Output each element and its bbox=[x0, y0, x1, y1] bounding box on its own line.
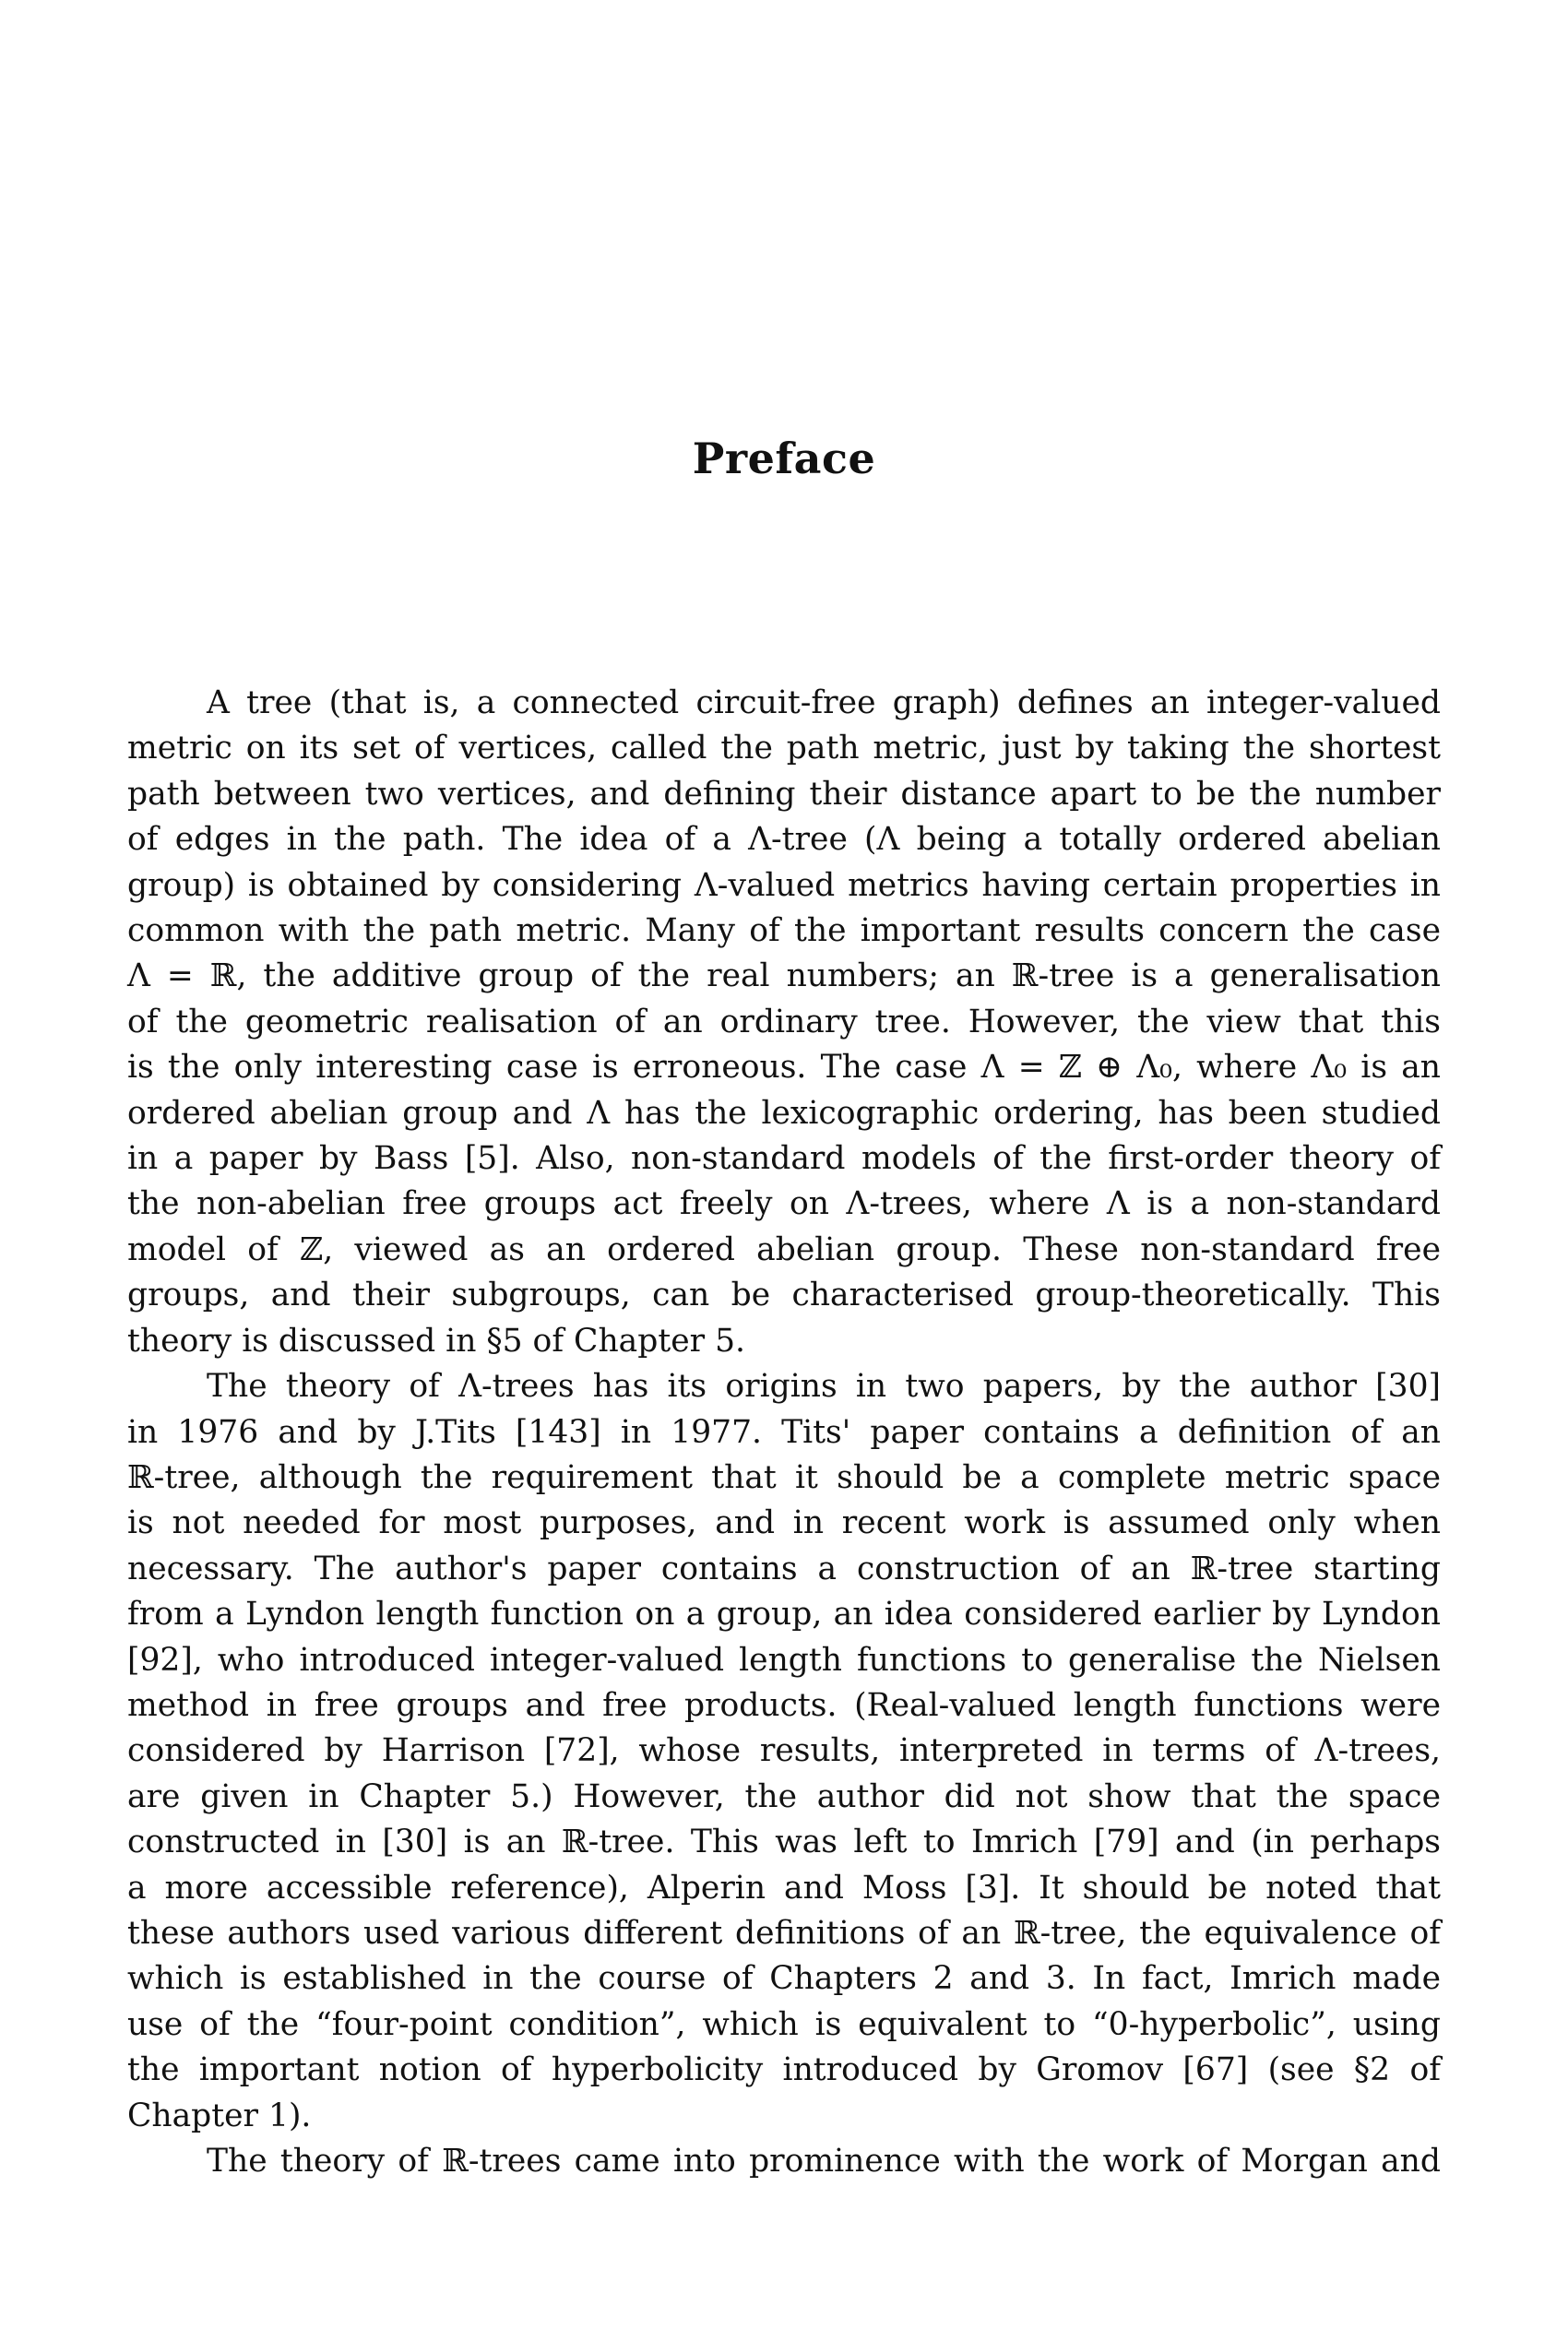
text-line: metric on its set of vertices, called the path metric, just by taking the shortest bbox=[127, 730, 1441, 767]
text-line: constructed in [30] is an ℝ-tree. This was left to Imrich [79] and (in perhaps bbox=[127, 1824, 1441, 1861]
text-line: are given in Chapter 5.) However, the author did not show that the space bbox=[127, 1777, 1441, 1815]
text-line: use of the “four-point condition”, which is equivalent to “0-hyperbolic”, using bbox=[127, 2005, 1441, 2043]
text-line: of the geometric realisation of an ordinary tree. However, the view that this bbox=[127, 1003, 1441, 1040]
text-line: groups, and their subgroups, can be characterised group-theoretically. This bbox=[127, 1277, 1441, 1314]
text-line: common with the path metric. Many of the important results concern the case bbox=[127, 912, 1441, 950]
text-line: these authors used various different definitions of an ℝ-tree, the equivalence of bbox=[127, 1914, 1441, 1952]
text-line: path between two vertices, and defining their distance apart to be the number bbox=[127, 775, 1441, 813]
text-line: a more accessible reference), Alperin and Moss [3]. It should be noted that bbox=[127, 1869, 1441, 1907]
text-line: the non-abelian free groups act freely on Λ-trees, where Λ is a non-standard bbox=[127, 1185, 1441, 1223]
text-line: necessary. The author's paper contains a construction of an ℝ-tree starting bbox=[127, 1550, 1441, 1587]
text-line: which is established in the course of Chapters 2 and 3. In fact, Imrich made bbox=[127, 1960, 1441, 1998]
text-line: [92], who introduced integer-valued length functions to generalise the Nielsen bbox=[127, 1641, 1441, 1679]
text-line: Chapter 1). bbox=[127, 2097, 312, 2134]
text-line: considered by Harrison [72], whose results, interpreted in terms of Λ-trees, bbox=[127, 1732, 1441, 1770]
text-line: is not needed for most purposes, and in recent work is assumed only when bbox=[127, 1504, 1441, 1542]
text-line: The theory of ℝ-trees came into prominence with the work of Morgan and bbox=[207, 2143, 1441, 2180]
text-line: method in free groups and free products. (Real-valued length functions were bbox=[127, 1686, 1441, 1724]
text-line: theory is discussed in §5 of Chapter 5. bbox=[127, 1322, 745, 1360]
preface-body bbox=[127, 681, 1441, 2184]
text-line: A tree (that is, a connected circuit-free graph) defines an integer-valued bbox=[207, 684, 1441, 721]
text-line: ordered abelian group and Λ has the lexicographic ordering, has been studied bbox=[127, 1094, 1441, 1132]
text-line: The theory of Λ-trees has its origins in two papers, by the author [30] bbox=[207, 1368, 1441, 1406]
text-line: ℝ-tree, although the requirement that it should be a complete metric space bbox=[127, 1458, 1441, 1496]
text-line: in a paper by Bass [5]. Also, non-standard models of the first-order theory of bbox=[127, 1140, 1441, 1178]
text-line: the important notion of hyperbolicity introduced by Gromov [67] (see §2 of bbox=[127, 2051, 1441, 2089]
text-line: from a Lyndon length function on a group, an idea considered earlier by Lyndon bbox=[127, 1596, 1441, 1634]
text-line: in 1976 and by J.Tits [143] in 1977. Tits' paper contains a definition of an bbox=[127, 1413, 1441, 1451]
page-title: Preface bbox=[692, 434, 876, 483]
text-line: Λ = ℝ, the additive group of the real numbers; an ℝ-tree is a generalisation bbox=[127, 957, 1441, 995]
text-line: model of ℤ, viewed as an ordered abelian group. These non-standard free bbox=[127, 1230, 1441, 1268]
text-line: group) is obtained by considering Λ-valued metrics having certain properties in bbox=[127, 866, 1441, 904]
text-line: of edges in the path. The idea of a Λ-tree (Λ being a totally ordered abelian bbox=[127, 821, 1441, 859]
text-line: is the only interesting case is erroneous. The case Λ = ℤ ⊕ Λ₀, where Λ₀ is an bbox=[127, 1049, 1441, 1087]
